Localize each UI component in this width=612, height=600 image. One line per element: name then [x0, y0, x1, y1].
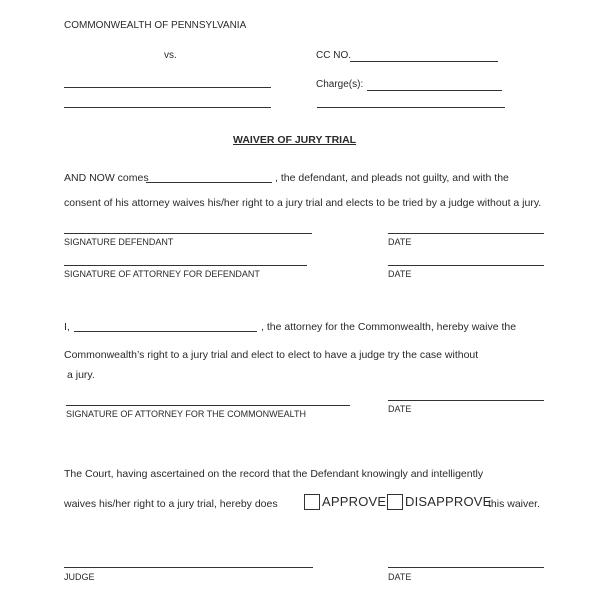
signature-attorney-defendant-label: SIGNATURE OF ATTORNEY FOR DEFENDANT: [64, 269, 260, 279]
this-waiver-text: this waiver.: [488, 498, 540, 510]
commonwealth-attorney-name-blank[interactable]: [74, 331, 257, 332]
disapprove-checkbox[interactable]: [387, 494, 403, 510]
defendant-pleads-text: , the defendant, and pleads not guilty, and with the: [275, 172, 509, 184]
versus-label: vs.: [164, 50, 177, 61]
and-now-comes-text: AND NOW comes: [64, 172, 149, 184]
approve-label: APPROVE: [322, 494, 387, 509]
document-title: WAIVER OF JURY TRIAL: [233, 134, 357, 146]
commonwealth-right-text: Commonwealth’s right to a jury trial and elect to elect to have a judge try the case without: [64, 349, 479, 361]
date-label-2: DATE: [388, 269, 412, 279]
charges-label: Charge(s):: [316, 79, 364, 90]
cc-no-field[interactable]: [350, 61, 498, 62]
judge-label: JUDGE: [64, 572, 95, 582]
approve-checkbox[interactable]: [304, 494, 320, 510]
defendant-name-field-1[interactable]: [64, 87, 271, 88]
signature-attorney-commonwealth-line[interactable]: [66, 405, 350, 406]
date-line-4[interactable]: [388, 567, 544, 568]
date-line-1[interactable]: [388, 233, 544, 234]
signature-defendant-label: SIGNATURE DEFENDANT: [64, 237, 174, 247]
signature-attorney-defendant-line[interactable]: [64, 265, 307, 266]
date-line-2[interactable]: [388, 265, 544, 266]
date-label-1: DATE: [388, 237, 412, 247]
disapprove-label: DISAPPROVE: [405, 494, 492, 509]
attorney-commonwealth-text: , the attorney for the Commonwealth, hereby waive the: [261, 321, 517, 333]
i-text: I,: [64, 321, 70, 333]
a-jury-text: a jury.: [67, 369, 95, 381]
signature-attorney-commonwealth-label: SIGNATURE OF ATTORNEY FOR THE COMMONWEALTH: [66, 409, 307, 419]
waives-text: waives his/her right to a jury trial, hereby does: [64, 498, 278, 510]
judge-signature-line[interactable]: [64, 567, 313, 568]
charges-field[interactable]: [367, 90, 502, 91]
date-line-3[interactable]: [388, 400, 544, 401]
cc-no-label: CC NO.: [316, 50, 351, 61]
defendant-name-blank[interactable]: [146, 182, 272, 183]
commonwealth-heading: COMMONWEALTH OF PENNSYLVANIA: [64, 20, 247, 31]
consent-text: consent of his attorney waives his/her right to a jury trial and elects to be tried by a judge without a jury.: [64, 197, 542, 209]
signature-defendant-line[interactable]: [64, 233, 312, 234]
date-label-3: DATE: [388, 404, 412, 414]
charges-field-2[interactable]: [317, 107, 505, 108]
defendant-name-field-2[interactable]: [64, 107, 271, 108]
court-ascertained-text: The Court, having ascertained on the record that the Defendant knowingly and intelligently: [64, 468, 484, 480]
date-label-4: DATE: [388, 572, 412, 582]
